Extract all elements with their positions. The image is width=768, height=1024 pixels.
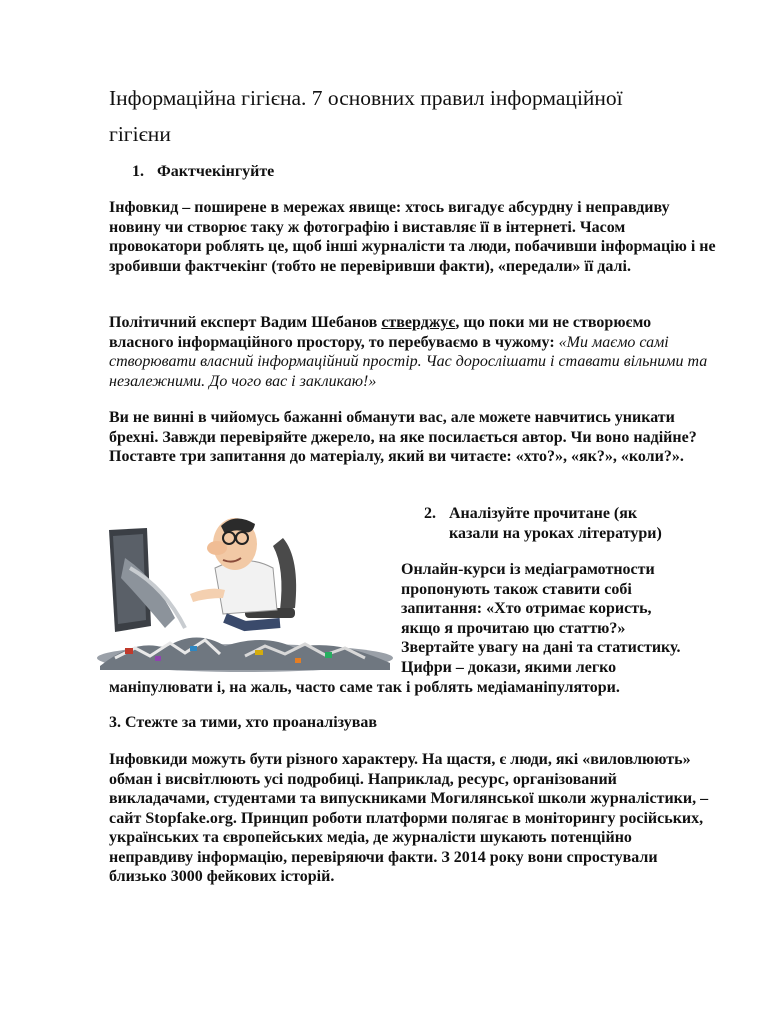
rule-3-heading: 3. Стежте за тими, хто проаналізував <box>109 714 378 731</box>
expert-text-start: Політичний експерт Вадим Шебанов <box>109 314 382 331</box>
paragraph-expert <box>109 313 719 391</box>
cartoon-man-image <box>190 518 280 626</box>
expert-quote: «Ми маємо самі створювати власний інформаційний простір. Час дорослішати і ставати вільними та незалежними. До чого вас і закликаю!» <box>109 333 708 390</box>
rule-2-number: 2. <box>424 505 436 522</box>
man-at-computer-illustration <box>95 498 395 673</box>
paragraph-media-literacy <box>401 560 711 677</box>
paragraph-stopfake: Інфовкиди можуть бути різного характеру. На щастя, є люди, які «виловлюють» обман і висвітлюють усі подробиці. Наприклад, ресурс, організований викладачами, студентами та випускниками Могилянської школи журналістики, – сайт Stopfake.org. Принцип роботи платформи полягає в моніторингу російських, українських та європейських медіа, де журналісти шукають потенційно неправдиву інформацію, перевіряючи факти. З 2014 року вони спростували близько 3000 фейкових історій. <box>109 751 709 885</box>
media-literacy-line-end: маніпулювати і, на жаль, часто саме так і роблять медіаманіпулятори. <box>109 679 620 696</box>
media-literacy-line: Звертайте увагу на дані та статистику. <box>401 639 681 656</box>
paragraph-infovkyd: Інфовкид – поширене в мережах явище: хтось вигадує абсурдну і неправдиву новину чи створює таку ж фотографію і виставляє її в інтернеті. Часом провокатори роблять це, щоб інші журналісти та люди, побачивши інформацію і не зробивши фактчекінг (тобто не перевіривши факти), «передали» її далі. <box>109 199 716 275</box>
rule-2-heading <box>424 504 662 543</box>
media-literacy-line: запитання: «Хто отримає користь, <box>401 600 652 617</box>
source-link[interactable]: стверджує <box>381 314 456 331</box>
paper-pile-image <box>97 637 393 672</box>
media-literacy-line: якщо я прочитаю цю статтю?» <box>401 619 626 637</box>
media-literacy-line: Онлайн-курси із медіаграмотности <box>401 561 655 578</box>
media-literacy-line: пропонують також ставити собі <box>401 580 632 598</box>
page-title: Інформаційна гігієна. 7 основних правил інформаційної гігієни <box>109 86 623 146</box>
rule-1-number: 1. <box>132 163 144 180</box>
rule-2-title-line1: Аналізуйте прочитане (як <box>449 505 638 522</box>
rule-1-heading <box>132 162 274 182</box>
media-literacy-line: Цифри – докази, якими легко <box>401 658 617 676</box>
rule-1-title: Фактчекінгуйте <box>157 163 275 180</box>
rule-2-title-line2: казали на уроках літератури) <box>449 524 662 542</box>
expert-text-mid: , що поки ми не створюємо власного інформаційного простору, то перебуваємо в чужому: <box>109 314 652 351</box>
computer-monitor-image <box>109 528 185 632</box>
paragraph-check-source: Ви не винні в чийомусь бажанні обманути вас, але можете навчитись уникати брехні. Завжди перевіряйте джерело, на яке посилається автор. Чи воно надійне? Поставте три запитання до матеріалу, який ви читаєте: «хто?», «як?», «коли?». <box>109 409 697 465</box>
